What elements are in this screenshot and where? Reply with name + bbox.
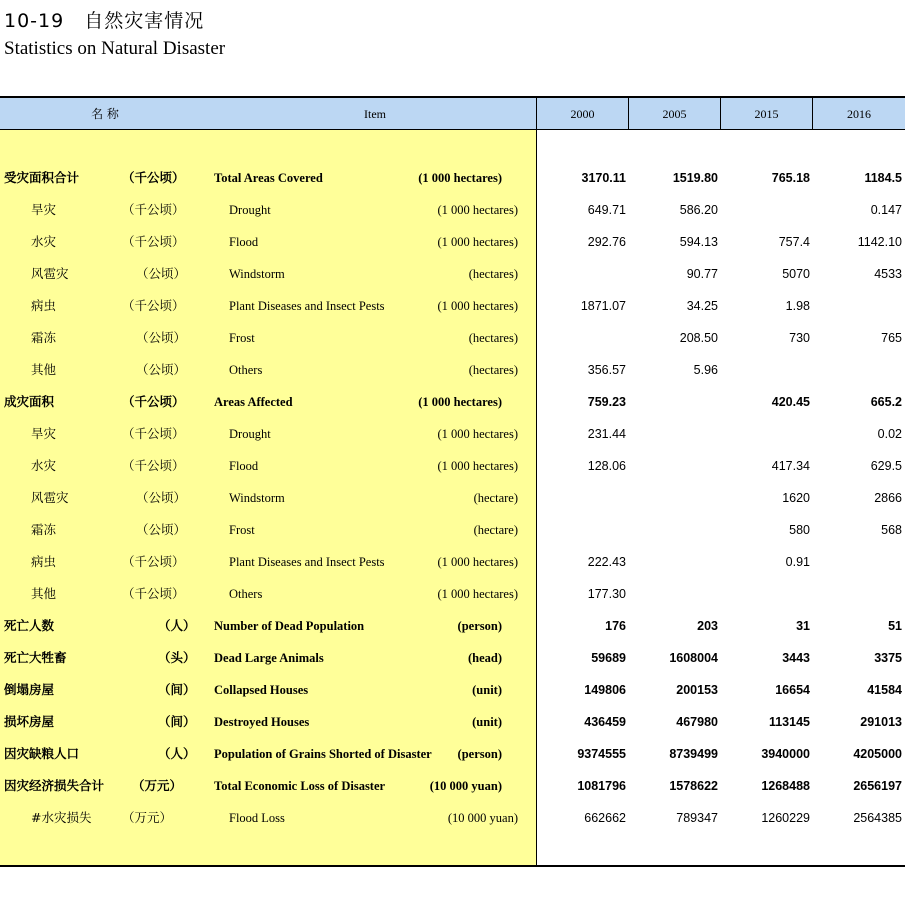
table-row [0, 610, 905, 642]
cell-value-2000: 177.30 [587, 587, 626, 601]
row-unit-en: (1 000 hectares) [437, 427, 518, 441]
row-unit-cn: （千公顷） [122, 234, 185, 249]
row-unit-en: (head) [467, 651, 502, 665]
table-row [0, 386, 905, 418]
table-row [0, 706, 905, 738]
cell-value-2005: 5.96 [693, 363, 718, 377]
cell-value-2015: 16654 [775, 683, 810, 697]
table-row [0, 546, 905, 578]
row-name-cn: 水灾 [31, 234, 57, 249]
cell-value-2016: 1184.5 [864, 171, 902, 185]
cell-value-2005: 586.20 [679, 203, 718, 217]
table-row [0, 194, 905, 226]
cell-value-2015: 0.91 [785, 555, 810, 569]
table-row [0, 802, 905, 834]
row-name-cn: 受灾面积合计 [4, 170, 80, 185]
row-unit-en: (hectares) [468, 363, 518, 377]
row-name-cn: 其他 [31, 362, 57, 377]
row-unit-en: (person) [457, 619, 502, 633]
header-year-2005: 2005 [662, 107, 687, 121]
row-unit-cn: （千公顷） [122, 554, 185, 569]
row-unit-en: (hectare) [473, 491, 518, 505]
row-unit-en: (1 000 hectares) [437, 203, 518, 217]
row-unit-cn: （间） [158, 682, 196, 697]
cell-value-2015: 3443 [782, 651, 810, 665]
table-row [0, 354, 905, 386]
row-unit-en: (1 000 hectares) [437, 235, 518, 249]
table-header [0, 96, 905, 130]
row-name-en: Flood [229, 459, 259, 473]
table-row [0, 738, 905, 770]
row-unit-en: (10 000 yuan) [447, 811, 518, 825]
cell-value-2015: 1620 [782, 491, 810, 505]
title-chinese: 10-19 自然灾害情况 [4, 10, 205, 32]
row-name-en: Windstorm [229, 267, 285, 281]
cell-value-2005: 8739499 [669, 747, 718, 761]
cell-value-2016: 568 [881, 523, 902, 537]
row-unit-cn: （千公顷） [122, 394, 185, 409]
cell-value-2005: 594.13 [679, 235, 718, 249]
cell-value-2015: 757.4 [778, 235, 810, 249]
cell-value-2000: 222.43 [587, 555, 626, 569]
cell-value-2000: 128.06 [587, 459, 626, 473]
row-name-cn: 倒塌房屋 [4, 682, 55, 697]
cell-value-2000: 662662 [584, 811, 626, 825]
cell-value-2000: 436459 [584, 715, 626, 729]
row-unit-en: (hectare) [473, 523, 518, 537]
cell-value-2000: 231.44 [587, 427, 626, 441]
cell-value-2005: 34.25 [686, 299, 718, 313]
row-name-en: Destroyed Houses [214, 715, 310, 729]
row-unit-cn: （万元） [122, 810, 173, 825]
table-bottom-rule [0, 865, 905, 867]
header-year-2016: 2016 [847, 107, 871, 121]
row-name-en: Flood [229, 235, 259, 249]
cell-value-2005: 789347 [676, 811, 718, 825]
row-unit-en: (1 000 hectares) [437, 587, 518, 601]
row-unit-cn: （公顷） [136, 362, 187, 377]
row-name-cn: 病虫 [31, 298, 57, 313]
cell-value-2005: 90.77 [686, 267, 718, 281]
header-year-2015: 2015 [754, 107, 779, 121]
row-unit-cn: （公顷） [136, 266, 187, 281]
row-unit-en: (person) [457, 747, 502, 761]
row-unit-cn: （千公顷） [122, 426, 185, 441]
row-unit-cn: （千公顷） [122, 298, 185, 313]
row-unit-cn: （公顷） [136, 330, 187, 345]
row-name-en: Total Areas Covered [214, 171, 323, 185]
row-name-en: Flood Loss [229, 811, 285, 825]
row-name-cn: 风雹灾 [31, 490, 69, 505]
header-year-2000: 2000 [570, 107, 595, 121]
cell-value-2000: 1081796 [577, 779, 626, 793]
row-unit-en: (1 000 hectares) [418, 395, 502, 409]
row-unit-en: (1 000 hectares) [437, 299, 518, 313]
cell-value-2000: 9374555 [577, 747, 626, 761]
cell-value-2016: 665.2 [870, 395, 902, 409]
row-unit-cn: （人） [158, 746, 196, 761]
cell-value-2000: 3170.11 [581, 171, 626, 185]
row-unit-cn: （千公顷） [122, 170, 185, 185]
cell-value-2016: 291013 [860, 715, 902, 729]
title-english: Statistics on Natural Disaster [4, 38, 226, 59]
row-name-cn: 死亡大牲畜 [4, 650, 67, 665]
row-name-en: Windstorm [229, 491, 285, 505]
cell-value-2000: 649.71 [587, 203, 626, 217]
cell-value-2015: 730 [789, 331, 810, 345]
cell-value-2015: 1268488 [761, 779, 810, 793]
cell-value-2015: 417.34 [771, 459, 810, 473]
cell-value-2005: 1578622 [669, 779, 718, 793]
cell-value-2015: 113145 [768, 715, 810, 729]
row-unit-cn: （千公顷） [122, 458, 185, 473]
table-row [0, 578, 905, 610]
row-name-en: Drought [229, 203, 271, 217]
row-name-cn: 损坏房屋 [4, 714, 55, 729]
table-row [0, 674, 905, 706]
cell-value-2015: 1.98 [785, 299, 810, 313]
cell-value-2015: 420.45 [771, 395, 810, 409]
cell-value-2000: 1871.07 [580, 299, 626, 313]
table-row [0, 290, 905, 322]
table-row [0, 418, 905, 450]
table-row [0, 258, 905, 290]
cell-value-2016: 2564385 [853, 811, 902, 825]
cell-value-2016: 765 [881, 331, 902, 345]
row-name-cn: 成灾面积 [4, 394, 55, 409]
row-unit-en: (1 000 hectares) [437, 555, 518, 569]
row-name-en: Number of Dead Population [214, 619, 365, 633]
row-name-en: Frost [229, 331, 255, 345]
cell-value-2005: 1519.80 [672, 171, 718, 185]
row-name-en: Others [229, 363, 263, 377]
row-name-cn: 死亡人数 [4, 618, 55, 633]
row-name-cn: 风雹灾 [31, 266, 69, 281]
table-row [0, 642, 905, 674]
cell-value-2016: 2866 [874, 491, 902, 505]
cell-value-2016: 629.5 [870, 459, 902, 473]
row-name-cn: #水灾损失 [31, 810, 92, 825]
table-row [0, 482, 905, 514]
cell-value-2016: 51 [888, 619, 902, 633]
row-unit-en: (unit) [472, 683, 502, 697]
cell-value-2015: 765.18 [771, 171, 810, 185]
row-unit-en: (unit) [472, 715, 502, 729]
row-unit-en: (hectares) [468, 267, 518, 281]
row-name-en: Plant Diseases and Insect Pests [229, 555, 385, 569]
cell-value-2016: 41584 [867, 683, 902, 697]
row-name-en: Dead Large Animals [214, 651, 324, 665]
row-name-cn: 霜冻 [31, 522, 57, 537]
row-unit-cn: （间） [158, 714, 196, 729]
row-name-cn: 因灾缺粮人口 [4, 746, 80, 761]
cell-value-2016: 4205000 [853, 747, 902, 761]
header-name-cn: 名 称 [91, 107, 119, 121]
row-unit-cn: （千公顷） [122, 202, 185, 217]
table-row [0, 322, 905, 354]
row-unit-cn: （万元） [132, 778, 183, 793]
row-unit-cn: （公顷） [136, 490, 187, 505]
row-unit-cn: （公顷） [136, 522, 187, 537]
cell-value-2005: 1608004 [669, 651, 718, 665]
row-unit-cn: （千公顷） [122, 586, 185, 601]
row-name-cn: 因灾经济损失合计 [4, 778, 105, 793]
cell-value-2015: 1260229 [761, 811, 810, 825]
header-item: Item [364, 107, 386, 121]
cell-value-2000: 59689 [591, 651, 626, 665]
row-name-en: Total Economic Loss of Disaster [214, 779, 386, 793]
cell-value-2005: 208.50 [679, 331, 718, 345]
row-unit-cn: （人） [158, 618, 196, 633]
table-row [0, 514, 905, 546]
cell-value-2005: 200153 [676, 683, 718, 697]
cell-value-2015: 31 [796, 619, 810, 633]
row-name-en: Others [229, 587, 263, 601]
cell-value-2016: 0.02 [877, 427, 902, 441]
row-name-cn: 旱灾 [31, 202, 57, 217]
row-name-en: Drought [229, 427, 271, 441]
row-name-en: Population of Grains Shorted of Disaster [214, 747, 432, 761]
cell-value-2016: 3375 [874, 651, 902, 665]
row-name-en: Frost [229, 523, 255, 537]
cell-value-2000: 292.76 [587, 235, 626, 249]
cell-value-2016: 0.147 [870, 203, 902, 217]
table-row [0, 162, 905, 194]
row-name-en: Collapsed Houses [214, 683, 309, 697]
cell-value-2005: 467980 [676, 715, 718, 729]
row-name-cn: 其他 [31, 586, 57, 601]
cell-value-2015: 580 [789, 523, 810, 537]
cell-value-2015: 3940000 [761, 747, 810, 761]
row-name-cn: 病虫 [31, 554, 57, 569]
row-unit-en: (10 000 yuan) [429, 779, 502, 793]
row-name-cn: 水灾 [31, 458, 57, 473]
table-row [0, 226, 905, 258]
table-row [0, 450, 905, 482]
cell-value-2000: 149806 [584, 683, 626, 697]
row-unit-en: (1 000 hectares) [437, 459, 518, 473]
row-name-cn: 霜冻 [31, 330, 57, 345]
cell-value-2000: 356.57 [587, 363, 626, 377]
row-name-en: Plant Diseases and Insect Pests [229, 299, 385, 313]
row-name-en: Areas Affected [214, 395, 293, 409]
cell-value-2015: 5070 [782, 267, 810, 281]
cell-value-2000: 759.23 [587, 395, 626, 409]
cell-value-2000: 176 [605, 619, 626, 633]
row-unit-en: (1 000 hectares) [418, 171, 502, 185]
row-name-cn: 旱灾 [31, 426, 57, 441]
cell-value-2016: 2656197 [853, 779, 902, 793]
table-row [0, 770, 905, 802]
cell-value-2016: 1142.10 [857, 235, 902, 249]
cell-value-2005: 203 [697, 619, 718, 633]
row-unit-cn: （头） [158, 650, 196, 665]
row-unit-en: (hectares) [468, 331, 518, 345]
cell-value-2016: 4533 [874, 267, 902, 281]
